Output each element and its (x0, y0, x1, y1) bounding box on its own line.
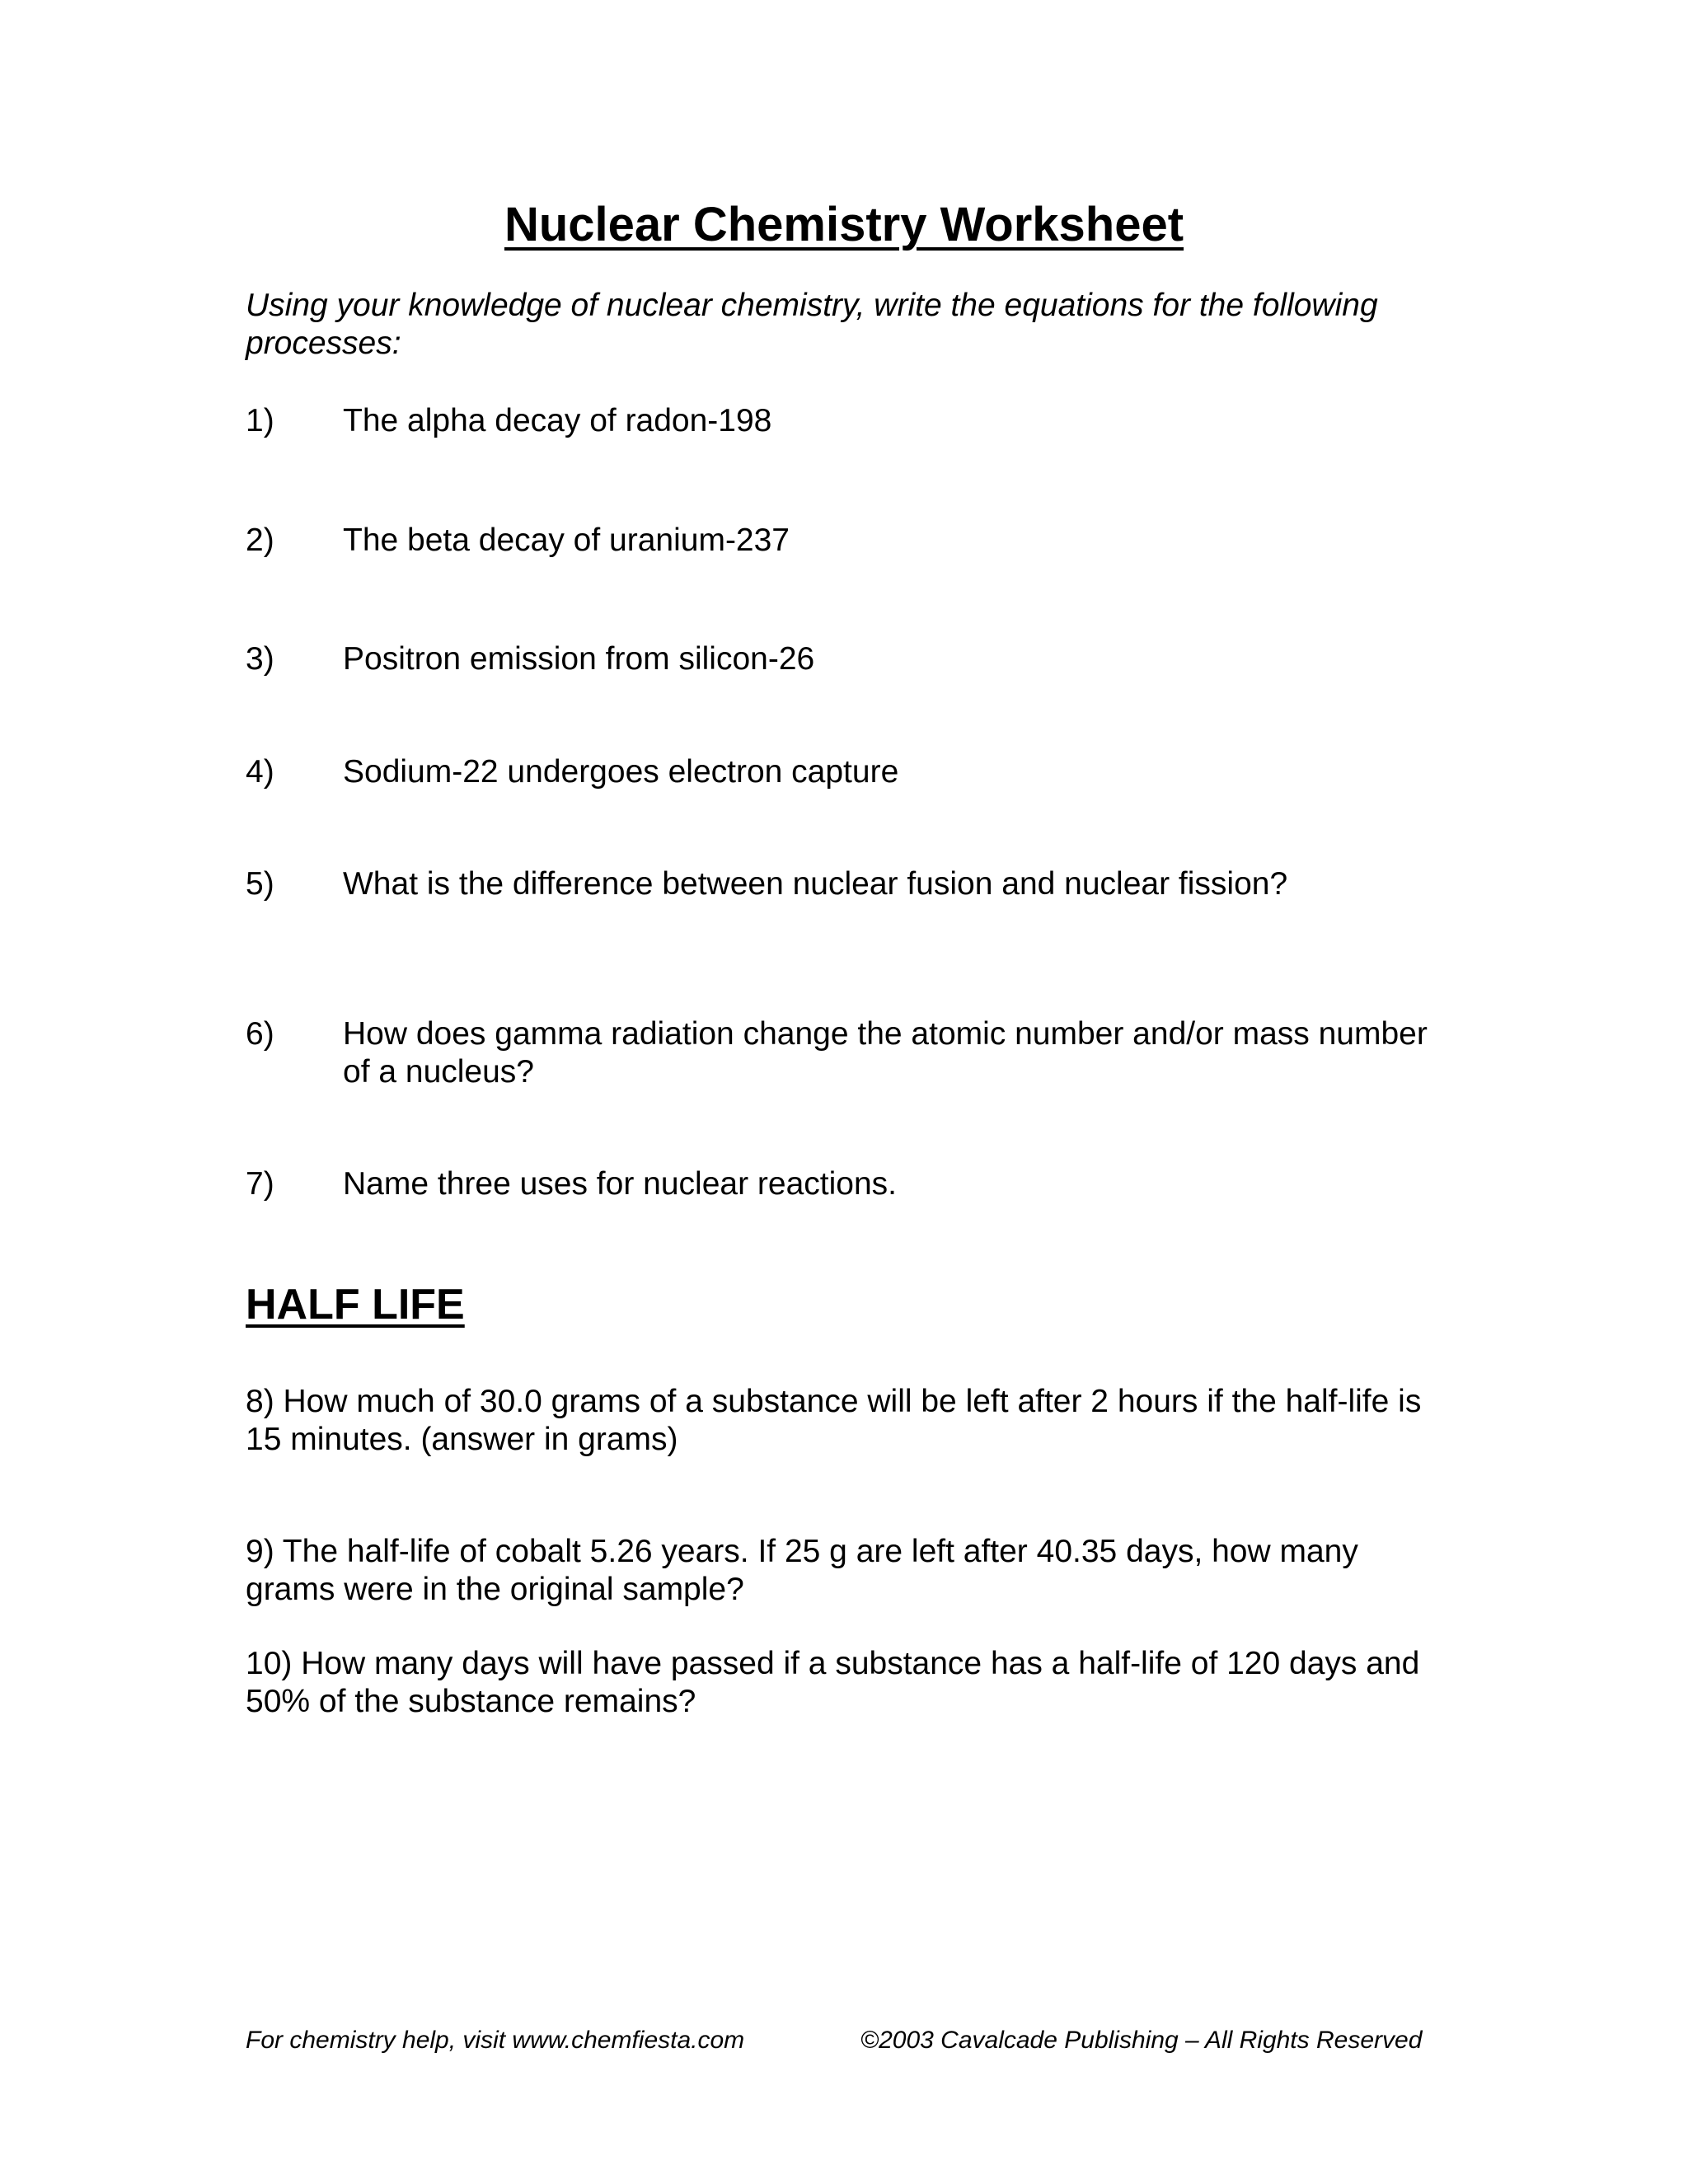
question-2-text: The beta decay of uranium-237 (343, 523, 790, 558)
question-10-text: 10) How many days will have passed if a substance has a half-life of 120 days and 50% of the substance remains? (246, 1646, 1420, 1719)
question-8-text: 8) How much of 30.0 grams of a substance will be left after 2 hours if the half-life is 15 minutes. (answer in grams) (246, 1384, 1422, 1457)
question-2-number: 2) (246, 523, 274, 558)
question-6-text: How does gamma radiation change the atomic number and/or mass number of a nucleus? (343, 1016, 1428, 1090)
question-9-text: 9) The half-life of cobalt 5.26 years. If 25 g are left after 40.35 days, how many grams were in the original sample? (246, 1534, 1358, 1607)
question-1-number: 1) (246, 403, 274, 438)
footer-copyright: ©2003 Cavalcade Publishing – All Rights Reserved (860, 2027, 1423, 2054)
question-1-text: The alpha decay of radon-198 (343, 403, 772, 438)
question-7-number: 7) (246, 1166, 274, 1202)
question-7-text: Name three uses for nuclear reactions. (343, 1166, 897, 1202)
question-3-number: 3) (246, 641, 274, 677)
question-3-text: Positron emission from silicon-26 (343, 641, 815, 677)
footer-help-text: For chemistry help, visit www.chemfiesta.com (246, 2027, 745, 2054)
page-title: Nuclear Chemistry Worksheet (504, 198, 1184, 251)
question-6-number: 6) (246, 1016, 274, 1052)
half-life-heading: HALF LIFE (246, 1281, 465, 1329)
instructions-text: Using your knowledge of nuclear chemistry, write the equations for the following processes: (246, 288, 1378, 361)
question-5-number: 5) (246, 866, 274, 902)
question-4-number: 4) (246, 754, 274, 790)
question-4-text: Sodium-22 undergoes electron capture (343, 754, 899, 790)
question-5-text: What is the difference between nuclear fusion and nuclear fission? (343, 866, 1288, 902)
